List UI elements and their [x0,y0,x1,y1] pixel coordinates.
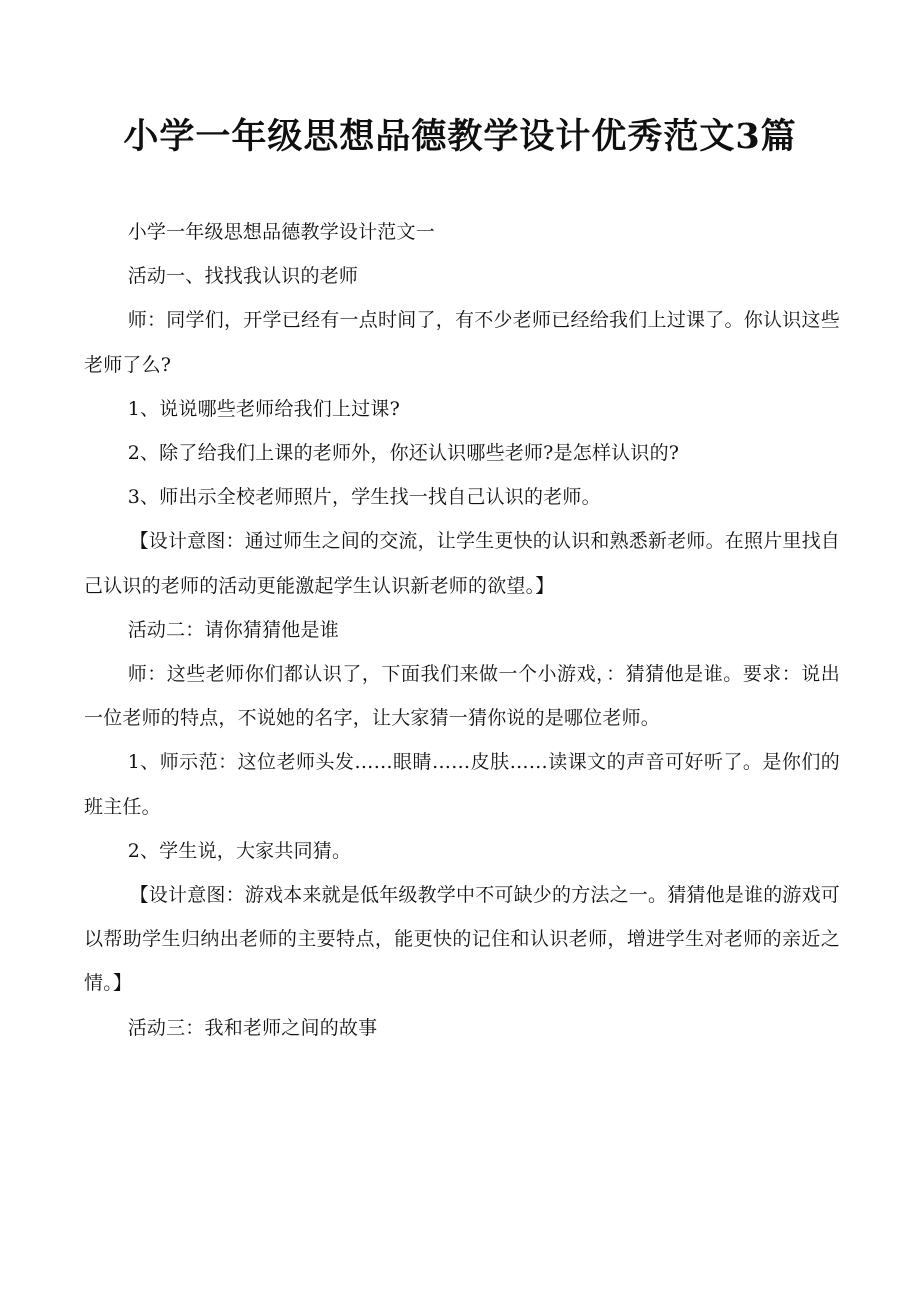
teacher-intro-paragraph: 师：同学们，开学已经有一点时间了，有不少老师已经给我们上过课了。你认识这些老师了么? [84,309,840,376]
activity-two-heading: 活动二：请你猜猜他是谁 [127,618,339,641]
document-title: 小学一年级思想品德教学设计优秀范文3篇 [123,116,797,157]
list-item-3: 3、师出示全校老师照片，学生找一找自己认识的老师。 [127,486,601,509]
activity-one-heading: 活动一、找找我认识的老师 [127,265,359,288]
design-intent-note-1: 【设计意图：通过师生之间的交流，让学生更快的认识和熟悉新老师。在照片里找自己认识的老师的活动更能激起学生认识新老师的欲望。】 [84,530,840,597]
design-intent-note-2: 【设计意图：游戏本来就是低年级教学中不可缺少的方法之一。猜猜他是谁的游戏可以帮助学生归纳出老师的主要特点，能更快的记住和认识老师，增进学生对老师的亲近之情。】 [84,884,840,995]
students-guess-item: 2、学生说，大家共同猜。 [127,839,352,862]
teacher-demo-item: 1、师示范：这位老师头发……眼睛……皮肤……读课文的声音可好听了。是你们的班主任。 [84,751,840,818]
game-instructions-paragraph: 师：这些老师你们都认识了，下面我们来做一个小游戏，：猜猜他是谁。要求：说出一位老师的特点，不说她的名字，让大家猜一猜你说的是哪位老师。 [84,663,840,730]
list-item-1: 1、说说哪些老师给我们上过课? [127,397,400,420]
activity-three-heading: 活动三：我和老师之间的故事 [127,1016,378,1039]
section-heading-sample-one: 小学一年级思想品德教学设计范文一 [127,221,435,243]
list-item-2: 2、除了给我们上课的老师外，你还认识哪些老师?是怎样认识的? [127,442,680,465]
document-body [84,210,840,1050]
